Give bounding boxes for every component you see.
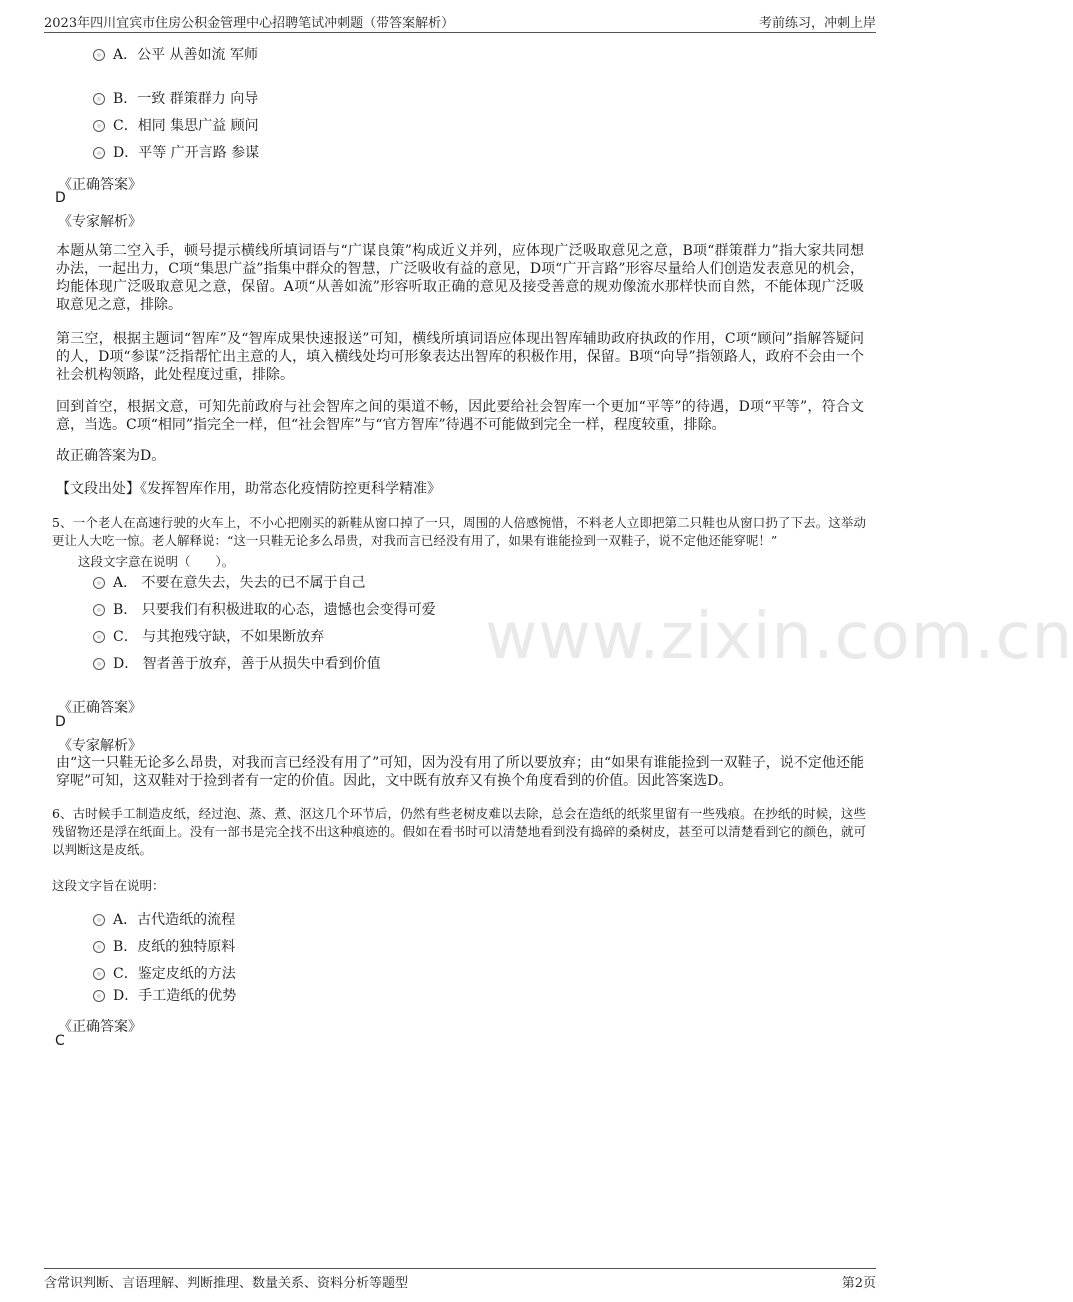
q4-answer-label: 《正确答案》 — [58, 177, 142, 193]
q5-analysis-label: 《专家解析》 — [58, 738, 142, 754]
watermark: www.zixin.com.cn — [485, 600, 1073, 674]
q6-answer: C — [55, 1033, 65, 1049]
q4-option-b[interactable]: B．一致 群策群力 向导 — [93, 89, 258, 109]
radio-icon — [93, 941, 105, 953]
radio-icon — [93, 120, 105, 132]
q4-option-c[interactable]: C．相同 集思广益 顾问 — [93, 116, 259, 136]
q6-option-d[interactable]: D．手工造纸的优势 — [93, 986, 236, 1006]
radio-icon — [93, 604, 105, 616]
radio-icon — [93, 914, 105, 926]
q4-option-d[interactable]: D．平等 广开言路 参谋 — [93, 143, 259, 163]
q5-stem: 5、一个老人在高速行驶的火车上，不小心把刚买的新鞋从窗口掉了一只，周围的人倍感惋惜，不料老人立即把第二只鞋也从窗口扔了下去。这举动更让人大吃一惊。老人解释说：“这一只鞋无论多么昂贵，对我而言已经没有用了，如果有谁能捡到一双鞋子，说不定他还能穿呢！” — [52, 515, 866, 548]
q6-stem: 6、古时候手工制造皮纸，经过泡、蒸、煮、沤这几个环节后，仍然有些老树皮难以去除，总会在造纸的纸浆里留有一些残痕。在抄纸的时候，这些残留物还是浮在纸面上。没有一部书是完全找不出这种痕迹的。假如在看书时可以清楚地看到没有捣碎的桑树皮，甚至可以清楚看到它的颜色，就可以判断这是皮纸。 — [52, 806, 866, 857]
q4-source: 【文段出处】《发挥智库作用，助常态化疫情防控更科学精准》 — [56, 481, 441, 497]
radio-icon — [93, 49, 105, 61]
q4-option-a[interactable]: A．公平 从善如流 军师 — [93, 45, 258, 65]
header-slogan: 考前练习，冲刺上岸 — [758, 16, 876, 31]
q6-option-b[interactable]: B．皮纸的独特原料 — [93, 937, 235, 957]
q4-analysis-label: 《专家解析》 — [58, 214, 142, 230]
q5-option-c[interactable]: C． 与其抱残守缺，不如果断放弃 — [93, 627, 324, 647]
radio-icon — [93, 93, 105, 105]
radio-icon — [93, 631, 105, 643]
radio-icon — [93, 147, 105, 159]
q6-option-a[interactable]: A．古代造纸的流程 — [93, 910, 235, 930]
document-title: 2023年四川宜宾市住房公积金管理中心招聘笔试冲刺题（带答案解析） — [44, 16, 455, 31]
q4-analysis-paragraph: 本题从第二空入手，顿号提示横线所填词语与“广谋良策”构成近义并列，应体现广泛吸取意见之意，B项“群策群力”指大家共同想办法，一起出力，C项“集思广益”指集中群众的智慧，广泛吸收有益的意见，D项“广开言路”形容尽量给人们创造发表意见的机会，均能体现广泛吸取意见之意，保留。A项“从善如流”形容听取正确的意见及接受善意的规劝像流水那样快而自然，不能体现广泛吸取意见之意，排除。 — [56, 243, 864, 313]
header-divider — [44, 32, 876, 33]
radio-icon — [93, 658, 105, 670]
radio-icon — [93, 577, 105, 589]
radio-icon — [93, 990, 105, 1002]
q5-option-a[interactable]: A． 不要在意失去，失去的已不属于自己 — [93, 573, 366, 593]
footer-description: 含常识判断、言语理解、判断推理、数量关系、资料分析等题型 — [44, 1276, 409, 1291]
q5-option-b[interactable]: B． 只要我们有积极进取的心态，遗憾也会变得可爱 — [93, 600, 436, 620]
q4-analysis-paragraph: 第三空，根据主题词“智库”及“智库成果快速报送”可知，横线所填词语应体现出智库辅助政府执政的作用，C项“顾问”指解答疑问的人，D项“参谋”泛指帮忙出主意的人，填入横线处均可形象表达出智库的积极作用，保留。B项“向导”指领路人，政府不会由一个社会机构领路，此处程度过重，排除。 — [56, 331, 864, 383]
radio-icon — [93, 968, 105, 980]
q5-option-d[interactable]: D． 智者善于放弃，善于从损失中看到价值 — [93, 654, 381, 674]
q4-conclusion: 故正确答案为D。 — [56, 448, 166, 464]
q5-answer-label: 《正确答案》 — [58, 700, 142, 716]
q6-answer-label: 《正确答案》 — [58, 1019, 142, 1035]
footer-divider — [44, 1268, 876, 1269]
q4-analysis-paragraph: 回到首空，根据文意，可知先前政府与社会智库之间的渠道不畅，因此要给社会智库一个更加“平等”的待遇，D项“平等”，符合文意，当选。C项“相同”指完全一样，但“社会智库”与“官方智库”待遇不可能做到完全一样，程度较重，排除。 — [56, 399, 864, 433]
q4-answer: D — [55, 190, 66, 206]
q6-prompt: 这段文字旨在说明： — [52, 878, 165, 893]
page-number: 第2页 — [841, 1276, 876, 1291]
q6-option-c[interactable]: C．鉴定皮纸的方法 — [93, 964, 236, 984]
q5-prompt: 这段文字意在说明（ ）。 — [78, 554, 235, 569]
q5-answer: D — [55, 714, 66, 730]
q5-analysis: 由“这一只鞋无论多么昂贵，对我而言已经没有用了”可知，因为没有用了所以要放弃；由“如果有谁能捡到一双鞋子，说不定他还能穿呢”可知，这双鞋对于捡到者有一定的价值。因此，文中既有放弃又有换个角度看到的价值。因此答案选D。 — [56, 755, 864, 789]
